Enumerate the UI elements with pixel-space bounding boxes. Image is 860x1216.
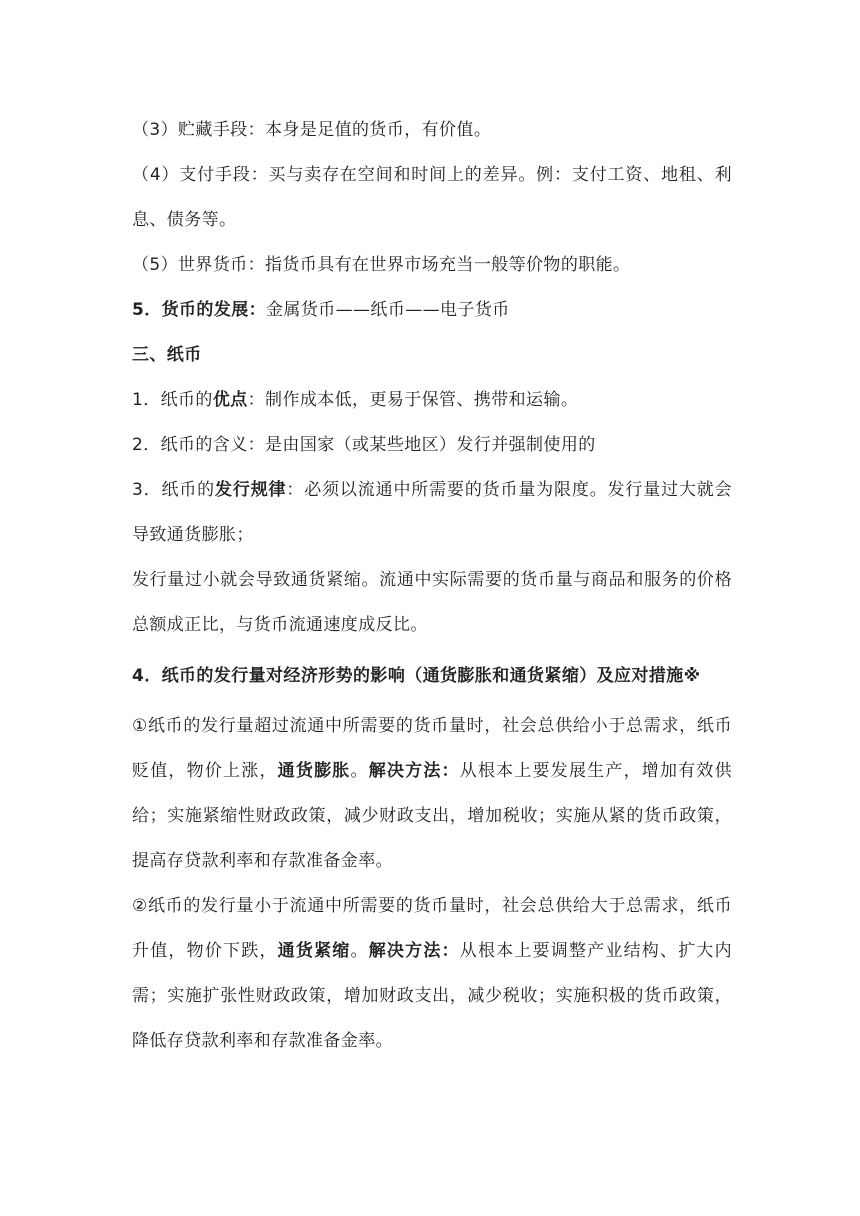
inflation-text-c: 从根本上要发展生产，增加有效供给；实施紧缩性财政政策，减少财政支出，增加税收；实施从紧的货币政策，提高存贷款利率和存款准备金率。 bbox=[132, 761, 733, 871]
section-heading-paper-money: 三、纸币 bbox=[132, 345, 202, 365]
paragraph-deflation bbox=[132, 884, 732, 1064]
issuance-law-label: 发行规律 bbox=[215, 480, 287, 500]
paragraph-store-of-value: （3）贮藏手段：本身是足值的货币，有价值。 bbox=[132, 120, 492, 140]
advantages-text: ：制作成本低，更易于保管、携带和运输。 bbox=[247, 390, 579, 410]
advantages-label: 优点 bbox=[212, 390, 248, 410]
issuance-law-text: ：必须以流通中所需要的货币量为限度。发行量过大就会导致通货膨胀； bbox=[132, 480, 732, 545]
paragraph-inflation bbox=[132, 704, 732, 884]
money-development-label: 5．货币的发展： bbox=[132, 300, 267, 320]
inflation-text-b: 。 bbox=[350, 761, 369, 781]
advantages-prefix: 1．纸币的 bbox=[132, 390, 213, 410]
deflation-text-c: 从根本上要调整产业结构、扩大内需；实施扩张性财政政策，增加财政支出，减少税收；实施积极的货币政策，降低存贷款利率和存款准备金率。 bbox=[132, 941, 733, 1051]
paragraph-money-development bbox=[132, 288, 732, 333]
paragraph-paper-money-meaning: 2．纸币的含义：是由国家（或某些地区）发行并强制使用的 bbox=[132, 435, 596, 455]
paragraph-paper-money-advantages bbox=[132, 378, 732, 423]
deflation-solution-label: 解决方法： bbox=[368, 941, 460, 961]
issuance-law-prefix: 3．纸币的 bbox=[132, 480, 216, 500]
deflation-text-a: ②纸币的发行量小于流通中所需要的货币量时，社会总供给大于总需求，纸币升值，物价下跌， bbox=[132, 896, 732, 961]
paragraph-issuance-law bbox=[132, 468, 732, 558]
paragraph-issuance-impact-heading: 4．纸币的发行量对经济形势的影响（通货膨胀和通货紧缩）及应对措施※ bbox=[132, 666, 701, 686]
inflation-solution-label: 解决方法： bbox=[368, 761, 460, 781]
paragraph-world-money: （5）世界货币：指货币具有在世界市场充当一般等价物的职能。 bbox=[132, 255, 631, 275]
document-body bbox=[132, 108, 732, 1064]
deflation-text-b: 。 bbox=[350, 941, 369, 961]
inflation-text-a: ①纸币的发行量超过流通中所需要的货币量时，社会总供给小于总需求，纸币贬值，物价上涨， bbox=[132, 716, 732, 781]
deflation-term: 通货紧缩 bbox=[277, 941, 351, 961]
paragraph-issuance-deflation: 发行量过小就会导致通货紧缩。流通中实际需要的货币量与商品和服务的价格总额成正比，与货币流通速度成反比。 bbox=[132, 570, 732, 635]
money-development-text: 金属货币——纸币——电子货币 bbox=[266, 300, 510, 320]
inflation-term: 通货膨胀 bbox=[277, 761, 351, 781]
paragraph-means-of-payment: （4）支付手段：买与卖存在空间和时间上的差异。例：支付工资、地租、利息、债务等。 bbox=[132, 165, 732, 230]
